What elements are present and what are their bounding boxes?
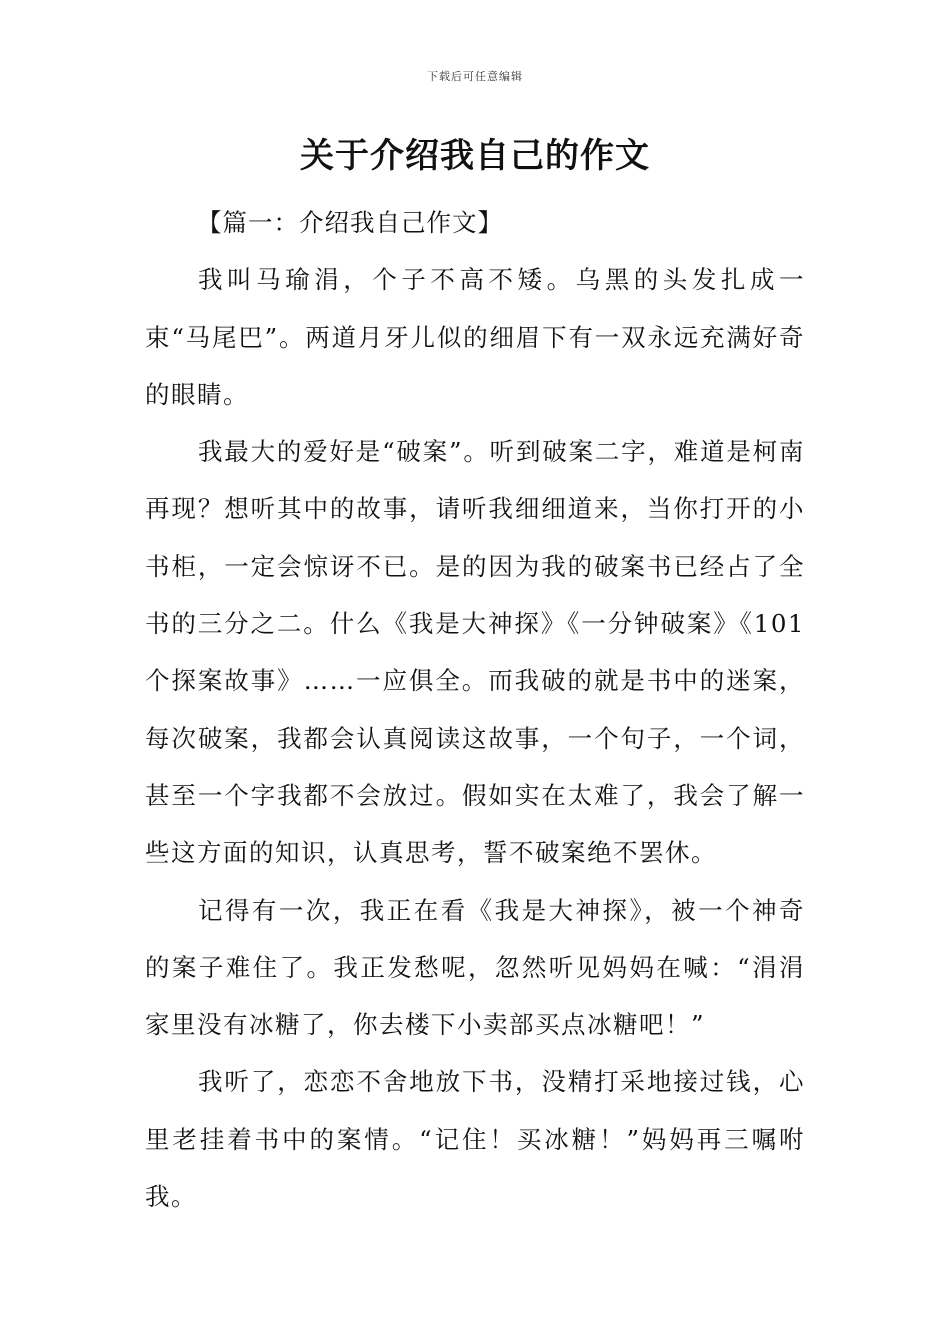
section-heading: 【篇一：介绍我自己作文】 [197,208,503,237]
paragraph-4: 我听了，恋恋不舍地放下书，没精打采地接过钱，心里老挂着书中的案情。“记住！买冰糖！”妈妈再三嘱咐我。 [145,1067,805,1212]
document-title: 关于介绍我自己的作文 [300,136,650,176]
paragraph-1: 我叫马瑜涓，个子不高不矮。乌黑的头发扎成一束“马尾巴”。两道月牙儿似的细眉下有一双永远充满好奇的眼睛。 [145,265,805,409]
paragraph-3: 记得有一次，我正在看《我是大神探》，被一个神奇的案子难住了。我正发愁呢，忽然听见妈妈在喊：“涓涓家里没有冰糖了，你去楼下小卖部买点冰糖吧！” [145,895,805,1040]
header-note: 下载后可任意编辑 [427,70,523,83]
paragraph-2: 我最大的爱好是“破案”。听到破案二字，难道是柯南再现？想听其中的故事，请听我细细道来，当你打开的小书柜，一定会惊讶不已。是的因为我的破案书已经占了全书的三分之二。什么《我是大神探》《一分钟破案》《101个探案故事》……一应俱全。而我破的就是书中的迷案，每次破案，我都会认真阅读这故事，一个句子，一个词，甚至一个字我都不会放过。假如实在太难了，我会了解一些这方面的知识，认真思考，誓不破案绝不罢休。 [145,437,805,868]
document-body [145,194,805,1225]
